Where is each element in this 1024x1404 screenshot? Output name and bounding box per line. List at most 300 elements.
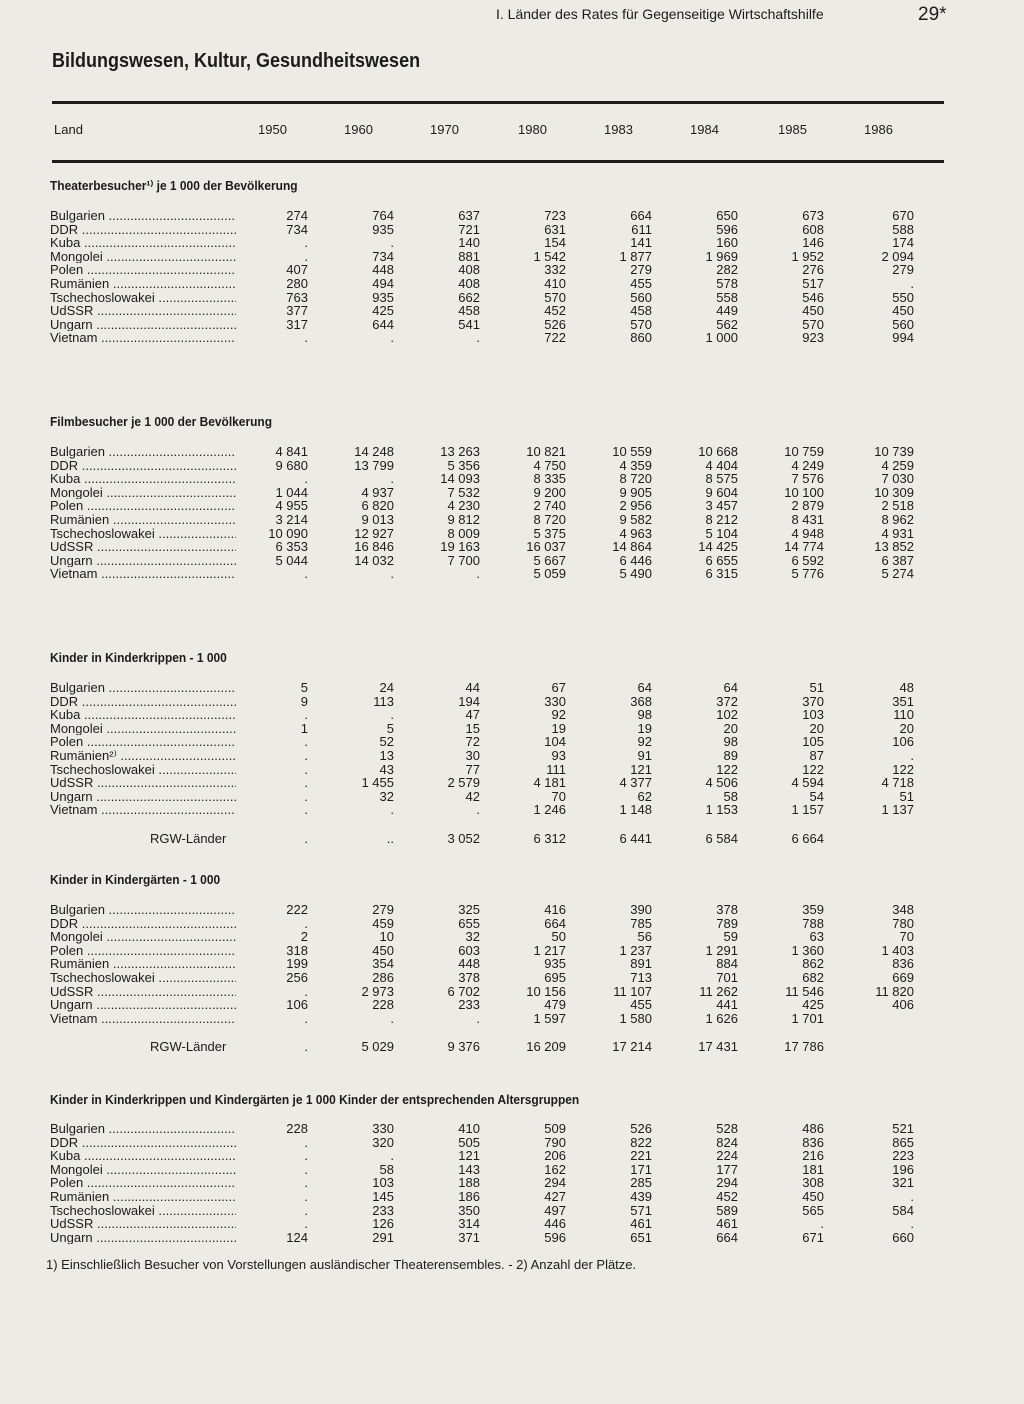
table-cell: 77 (465, 761, 480, 777)
table-cell: 461 (630, 1216, 652, 1232)
table-cell: 54 (809, 788, 824, 804)
table-cell: 102 (716, 707, 738, 723)
table-cell: 143 (458, 1161, 480, 1177)
table-row (0, 1217, 1024, 1231)
table-row (0, 1149, 1024, 1163)
table-cell: . (820, 1216, 824, 1232)
table-cell: 458 (630, 303, 652, 319)
table-cell: 4 594 (791, 775, 824, 791)
table-cell: 526 (630, 1121, 652, 1136)
table-cell: 9 680 (275, 457, 308, 473)
table-cell: 11 546 (785, 983, 824, 999)
table-cell: 43 (379, 761, 394, 777)
table-cell: 6 592 (791, 552, 824, 568)
table-row (0, 250, 1024, 264)
table-cell: 2 879 (791, 498, 824, 514)
table-cell: . (304, 1188, 308, 1204)
row-country: Polen ..... (50, 944, 236, 958)
table-cell: 836 (892, 956, 914, 972)
table-cell: 528 (716, 1121, 738, 1136)
table-cell: 441 (716, 997, 738, 1013)
table-cell: 196 (892, 1161, 914, 1177)
table-cell: 450 (802, 303, 824, 319)
table-cell: 560 (630, 289, 652, 305)
table-cell: 824 (716, 1134, 738, 1150)
table-cell: 233 (458, 997, 480, 1013)
table-cell: 222 (286, 902, 308, 917)
table-cell: 8 575 (705, 471, 738, 487)
row-country: Polen ..... (50, 499, 236, 513)
table-cell: 1 542 (533, 248, 566, 264)
table-cell: 664 (716, 1229, 738, 1245)
total-cell: 17 214 (612, 1039, 652, 1054)
table-cell: 455 (630, 997, 652, 1013)
table-cell: 596 (716, 221, 738, 237)
table-cell: 8 962 (881, 511, 914, 527)
table-cell: 62 (637, 788, 652, 804)
header-bottom-rule (52, 160, 944, 163)
table-cell: 279 (892, 262, 914, 278)
table-row (0, 554, 1024, 568)
table-cell: 450 (372, 942, 394, 958)
total-cell: 9 376 (447, 1039, 480, 1054)
table-cell: 603 (458, 942, 480, 958)
table-cell: 122 (802, 761, 824, 777)
table-cell: . (304, 788, 308, 804)
table-cell: 10 (379, 929, 394, 945)
table-cell: 186 (458, 1188, 480, 1204)
table-cell: 89 (723, 747, 738, 763)
table-cell: 459 (372, 915, 394, 931)
table-cell: 410 (544, 275, 566, 291)
page-number: 29* (918, 4, 947, 25)
table-cell: 10 156 (526, 983, 566, 999)
table-row (0, 903, 1024, 917)
table-row (0, 735, 1024, 749)
row-country: Bulgarien ..... (50, 445, 236, 459)
table-cell: 865 (892, 1134, 914, 1150)
table-cell: 279 (372, 902, 394, 917)
table-cell: . (390, 471, 394, 487)
table-cell: 4 259 (881, 457, 914, 473)
table-row (0, 695, 1024, 709)
table-row (0, 331, 1024, 345)
table-cell: . (476, 1010, 480, 1026)
table-cell: . (304, 1010, 308, 1026)
table-cell: 1 701 (791, 1010, 824, 1026)
table-cell: 350 (458, 1202, 480, 1218)
table-cell: 44 (465, 680, 480, 695)
table-cell: 72 (465, 734, 480, 750)
table-cell: 70 (899, 929, 914, 945)
total-row (0, 1039, 1024, 1055)
table-cell: 701 (716, 969, 738, 985)
section-title: Theaterbesucher¹⁾ je 1 000 der Bevölkerung (50, 178, 298, 193)
table-cell: 1 000 (705, 330, 738, 346)
table-cell: 407 (286, 262, 308, 278)
table-cell: 1 237 (619, 942, 652, 958)
table-cell: 450 (892, 303, 914, 319)
table-row (0, 957, 1024, 971)
row-country: Bulgarien ..... (50, 209, 236, 223)
table-cell: 377 (286, 303, 308, 319)
total-cell: . (304, 831, 308, 846)
table-row (0, 708, 1024, 722)
table-row (0, 263, 1024, 277)
table-cell: 4 750 (533, 457, 566, 473)
table-cell: . (476, 802, 480, 818)
total-cell: 17 431 (698, 1039, 738, 1054)
table-cell: 20 (899, 720, 914, 736)
table-cell: . (390, 707, 394, 723)
header-year: 1986 (864, 122, 893, 137)
header-year: 1983 (604, 122, 633, 137)
table-cell: . (304, 734, 308, 750)
table-cell: 664 (630, 208, 652, 223)
table-cell: 4 718 (881, 775, 914, 791)
table-cell: 4 506 (705, 775, 738, 791)
table-row (0, 459, 1024, 473)
table-cell: 790 (544, 1134, 566, 1150)
table-cell: 9 013 (361, 511, 394, 527)
table-cell: 223 (892, 1148, 914, 1164)
table-cell: 20 (723, 720, 738, 736)
row-country: Polen ..... (50, 735, 236, 749)
table-cell: 160 (716, 235, 738, 251)
table-cell: . (304, 235, 308, 251)
table-cell: 13 263 (440, 444, 480, 459)
table-cell: 314 (458, 1216, 480, 1232)
table-cell: 670 (892, 208, 914, 223)
total-label: RGW-Länder (150, 1039, 227, 1054)
table-cell: 122 (716, 761, 738, 777)
row-country: Polen ..... (50, 263, 236, 277)
table-cell: 682 (802, 969, 824, 985)
row-country: Rumänien ..... (50, 1190, 236, 1204)
table-row (0, 318, 1024, 332)
table-cell: 588 (892, 221, 914, 237)
table-cell: 4 948 (791, 525, 824, 541)
row-country: Tschechoslowakei ..... (50, 291, 236, 305)
row-country: Mongolei ..... (50, 250, 236, 264)
table-cell: 19 (637, 720, 652, 736)
table-cell: . (390, 1148, 394, 1164)
table-row (0, 763, 1024, 777)
table-cell: 479 (544, 997, 566, 1013)
table-cell: 408 (458, 275, 480, 291)
table-cell: 449 (716, 303, 738, 319)
table-cell: 6 446 (619, 552, 652, 568)
table-cell: 425 (372, 303, 394, 319)
table-cell: 56 (637, 929, 652, 945)
table-row (0, 1136, 1024, 1150)
section-title: Kinder in Kindergärten - 1 000 (50, 872, 221, 887)
table-cell: 5 274 (881, 566, 914, 582)
table-cell: 1 877 (619, 248, 652, 264)
header-year: 1984 (690, 122, 719, 137)
table-cell: 6 655 (705, 552, 738, 568)
table-cell: 458 (458, 303, 480, 319)
table-cell: 764 (372, 208, 394, 223)
table-cell: 91 (637, 747, 652, 763)
table-cell: . (390, 566, 394, 582)
table-cell: 8 720 (619, 471, 652, 487)
table-cell: 330 (544, 693, 566, 709)
table-cell: . (304, 775, 308, 791)
table-cell: 351 (892, 693, 914, 709)
table-cell: 5 375 (533, 525, 566, 541)
table-cell: 406 (892, 997, 914, 1013)
table-row (0, 998, 1024, 1012)
table-cell: 371 (458, 1229, 480, 1245)
table-cell: 10 821 (526, 444, 566, 459)
table-cell: 9 604 (705, 484, 738, 500)
table-cell: 541 (458, 316, 480, 332)
table-cell: 4 249 (791, 457, 824, 473)
table-cell: 660 (892, 1229, 914, 1245)
table-cell: 570 (630, 316, 652, 332)
row-country: Vietnam ..... (50, 567, 236, 581)
table-cell: 10 309 (874, 484, 914, 500)
table-cell: 32 (465, 929, 480, 945)
table-cell: 14 093 (440, 471, 480, 487)
page-title: Bildungswesen, Kultur, Gesundheitswesen (52, 50, 421, 72)
table-cell: 584 (892, 1202, 914, 1218)
row-country: UdSSR ..... (50, 1217, 236, 1231)
table-cell: 228 (372, 997, 394, 1013)
table-cell: 64 (637, 680, 652, 695)
table-cell: 104 (544, 734, 566, 750)
table-cell: 669 (892, 969, 914, 985)
table-cell: 5 776 (791, 566, 824, 582)
table-cell: 106 (892, 734, 914, 750)
total-label: RGW-Länder (150, 831, 227, 846)
row-country: Ungarn ..... (50, 318, 236, 332)
row-country: Rumänien ..... (50, 513, 236, 527)
table-cell: 1 217 (533, 942, 566, 958)
table-row (0, 236, 1024, 250)
table-cell: 5 356 (447, 457, 480, 473)
table-cell: 318 (286, 942, 308, 958)
table-cell: 425 (802, 997, 824, 1013)
table-cell: 286 (372, 969, 394, 985)
table-cell: 8 720 (533, 511, 566, 527)
table-cell: 52 (379, 734, 394, 750)
table-cell: 42 (465, 788, 480, 804)
table-cell: 110 (893, 707, 914, 723)
total-cell: 17 786 (784, 1039, 824, 1054)
table-cell: 50 (551, 929, 566, 945)
table-cell: 723 (544, 208, 566, 223)
table-cell: 1 246 (533, 802, 566, 818)
table-cell: 194 (458, 693, 480, 709)
row-country: Vietnam ..... (50, 331, 236, 345)
table-cell: 416 (544, 902, 566, 917)
table-cell: 32 (379, 788, 394, 804)
table-cell: 4 181 (533, 775, 566, 791)
table-cell: 486 (802, 1121, 824, 1136)
table-cell: 4 931 (881, 525, 914, 541)
table-cell: 562 (716, 316, 738, 332)
table-cell: 450 (802, 1188, 824, 1204)
header-year: 1970 (430, 122, 459, 137)
table-cell: 2 579 (447, 775, 480, 791)
table-row (0, 277, 1024, 291)
table-cell: 67 (551, 680, 566, 695)
table-cell: . (910, 275, 914, 291)
table-cell: 1 360 (791, 942, 824, 958)
table-cell: 570 (544, 289, 566, 305)
running-head: I. Länder des Rates für Gegenseitige Wirtschaftshilfe (496, 6, 824, 22)
table-cell: 8 431 (791, 511, 824, 527)
table-cell: 505 (458, 1134, 480, 1150)
table-cell: 98 (723, 734, 738, 750)
table-cell: 1 291 (705, 942, 738, 958)
table-cell: 325 (458, 902, 480, 917)
table-cell: 448 (458, 956, 480, 972)
table-cell: . (304, 1175, 308, 1191)
table-row (0, 304, 1024, 318)
row-country: Ungarn ..... (50, 554, 236, 568)
table-cell: 1 455 (361, 775, 394, 791)
table-cell: 788 (802, 915, 824, 931)
table-cell: . (910, 1216, 914, 1232)
table-cell: 63 (809, 929, 824, 945)
table-cell: 558 (716, 289, 738, 305)
total-cell: 6 441 (619, 831, 652, 846)
table-cell: 103 (802, 707, 824, 723)
table-cell: 19 (551, 720, 566, 736)
table-cell: 15 (465, 720, 480, 736)
table-cell: 461 (716, 1216, 738, 1232)
table-row (0, 567, 1024, 581)
table-cell: 713 (630, 969, 652, 985)
table-cell: 378 (458, 969, 480, 985)
table-cell: 228 (286, 1121, 308, 1136)
table-cell: 1 157 (791, 802, 824, 818)
table-cell: 3 214 (275, 511, 308, 527)
row-country: Rumänien²⁾ ..... (50, 749, 236, 763)
table-cell: 722 (544, 330, 566, 346)
table-cell: . (304, 915, 308, 931)
header-year: 1980 (518, 122, 547, 137)
table-cell: 98 (637, 707, 652, 723)
total-cell: 16 209 (526, 1039, 566, 1054)
table-cell: 560 (892, 316, 914, 332)
table-cell: 1 403 (881, 942, 914, 958)
table-row (0, 472, 1024, 486)
table-cell: 408 (458, 262, 480, 278)
row-country: DDR ..... (50, 695, 236, 709)
table-cell: 497 (544, 1202, 566, 1218)
header-year: 1960 (344, 122, 373, 137)
table-cell: 14 248 (354, 444, 394, 459)
table-cell: 8 335 (533, 471, 566, 487)
row-country: Polen ..... (50, 1176, 236, 1190)
table-cell: 789 (716, 915, 738, 931)
row-country: DDR ..... (50, 917, 236, 931)
table-row (0, 527, 1024, 541)
row-country: DDR ..... (50, 1136, 236, 1150)
table-cell: 1 137 (881, 802, 914, 818)
table-cell: 59 (723, 929, 738, 945)
table-cell: 662 (458, 289, 480, 305)
table-header (0, 122, 1024, 142)
table-cell: 9 582 (619, 511, 652, 527)
table-row (0, 1012, 1024, 1026)
table-cell: 216 (802, 1148, 824, 1164)
table-cell: 332 (544, 262, 566, 278)
table-cell: 14 032 (354, 552, 394, 568)
table-cell: 174 (892, 235, 914, 251)
table-cell: . (390, 1010, 394, 1026)
table-cell: 64 (723, 680, 738, 695)
table-cell: 14 425 (698, 539, 738, 555)
table-row (0, 445, 1024, 459)
row-country: Rumänien ..... (50, 277, 236, 291)
section-title: Kinder in Kinderkrippen und Kindergärten je 1 000 Kinder der entsprechenden Altersgruppen (50, 1092, 580, 1107)
table-cell: 291 (372, 1229, 394, 1245)
table-cell: 5 667 (533, 552, 566, 568)
table-cell: 126 (372, 1216, 394, 1232)
table-cell: 4 955 (275, 498, 308, 514)
table-cell: 354 (372, 956, 394, 972)
table-cell: 631 (544, 221, 566, 237)
table-cell: 162 (544, 1161, 566, 1177)
total-cell: 3 052 (447, 831, 480, 846)
section-rows (0, 209, 1024, 345)
table-cell: 320 (372, 1134, 394, 1150)
row-country: Kuba ..... (50, 472, 236, 486)
table-row (0, 1190, 1024, 1204)
table-cell: . (304, 1216, 308, 1232)
table-cell: 48 (899, 680, 914, 695)
total-cell: 6 584 (705, 831, 738, 846)
table-cell: 2 (300, 929, 308, 945)
table-cell: 24 (379, 680, 394, 695)
table-cell: 2 518 (881, 498, 914, 514)
table-cell: 233 (372, 1202, 394, 1218)
table-cell: . (304, 1202, 308, 1218)
table-cell: 181 (802, 1161, 824, 1177)
table-cell: 140 (458, 235, 480, 251)
table-cell: 276 (802, 262, 824, 278)
table-cell: 780 (892, 915, 914, 931)
table-cell: 550 (892, 289, 914, 305)
total-cell: 6 312 (533, 831, 566, 846)
table-cell: 13 852 (874, 539, 914, 555)
table-cell: 330 (372, 1121, 394, 1136)
table-row (0, 291, 1024, 305)
table-cell: 92 (637, 734, 652, 750)
table-cell: 410 (458, 1121, 480, 1136)
table-row (0, 1231, 1024, 1245)
table-cell: 596 (544, 1229, 566, 1245)
table-cell: 4 841 (275, 444, 308, 459)
row-country: UdSSR ..... (50, 776, 236, 790)
table-cell: 2 956 (619, 498, 652, 514)
table-cell: 10 759 (784, 444, 824, 459)
footnote: 1) Einschließlich Besucher von Vorstellungen ausländischer Theaterensembles. - 2) Anzahl der Plätze. (46, 1257, 637, 1272)
table-cell: 47 (465, 707, 480, 723)
section-title: Filmbesucher je 1 000 der Bevölkerung (50, 414, 273, 429)
table-row (0, 513, 1024, 527)
table-row (0, 681, 1024, 695)
section-rows (0, 1122, 1024, 1244)
table-cell: 206 (544, 1148, 566, 1164)
row-country: Ungarn ..... (50, 998, 236, 1012)
table-cell: 6 387 (881, 552, 914, 568)
